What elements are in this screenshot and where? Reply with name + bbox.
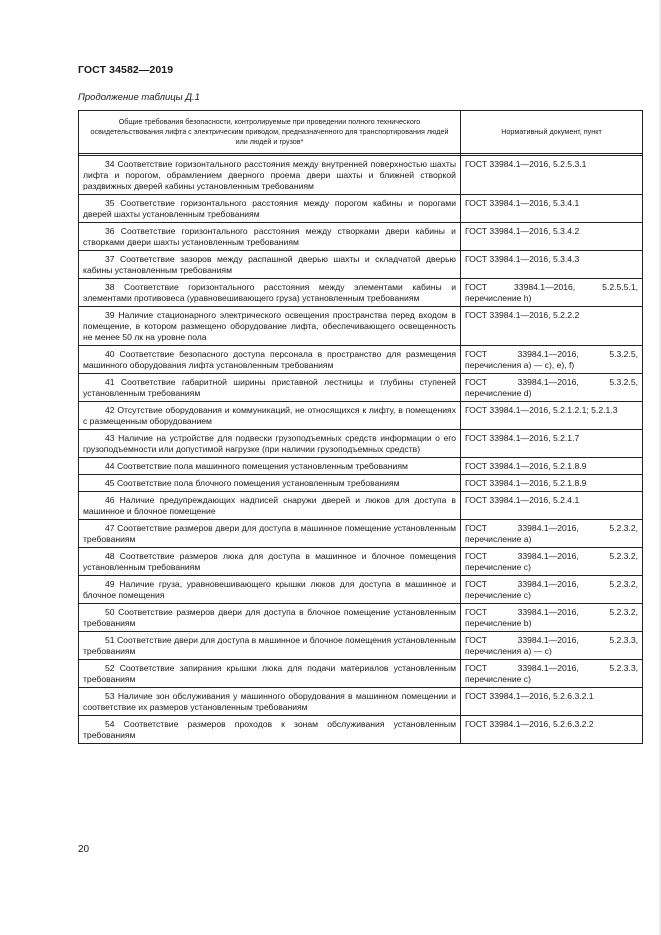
requirement-cell: 50 Соответствие размеров двери для доступа в блочное помещение установленным требованиям (79, 604, 461, 632)
table-row (79, 716, 643, 744)
requirement-cell: 54 Соответствие размеров проходов к зонам обслуживания установленным требованиям (79, 716, 461, 744)
normative-reference-cell: ГОСТ 33984.1—2016, 5.2.3.2, перечисление с) (461, 548, 643, 576)
table-row (79, 223, 643, 251)
requirement-cell: 36 Соответствие горизонтального расстояния между створками двери кабины и створками двери шахты установленным требованиям (79, 223, 461, 251)
requirements-table (78, 110, 643, 744)
requirement-cell: 49 Наличие груза, уравновешивающего крышки люков для доступа в машинное и блочное помещения (79, 576, 461, 604)
normative-reference-cell: ГОСТ 33984.1—2016, 5.2.3.2, перечисление а) (461, 520, 643, 548)
page-number: 20 (78, 844, 90, 855)
table-row (79, 156, 643, 195)
normative-reference-cell: ГОСТ 33984.1—2016, 5.3.4.1 (461, 195, 643, 223)
table-row (79, 402, 643, 430)
normative-reference-cell: ГОСТ 33984.1—2016, 5.2.3.3, перечисления а) — с) (461, 632, 643, 660)
normative-reference-cell: ГОСТ 33984.1—2016, 5.2.3.2, перечисление b) (461, 604, 643, 632)
normative-reference-cell: ГОСТ 33984.1—2016, 5.2.3.2, перечисление с) (461, 576, 643, 604)
normative-reference-cell: ГОСТ 33984.1—2016, 5.2.1.8.9 (461, 458, 643, 475)
table-row (79, 492, 643, 520)
table-body (79, 154, 643, 744)
normative-reference-cell: ГОСТ 33984.1—2016, 5.2.5.3.1 (461, 156, 643, 195)
normative-reference-cell: ГОСТ 33984.1—2016, 5.2.6.3.2.2 (461, 716, 643, 744)
requirement-cell: 39 Наличие стационарного электрического освещения пространства перед входом в помещение, в котором размещено оборудование лифта, обеспечивающего освещенность не менее 50 лк на уровне пола (79, 307, 461, 346)
requirement-cell: 53 Наличие зон обслуживания у машинного оборудования в машинном помещении и соответствие их размеров установленным требованиям (79, 688, 461, 716)
table-row (79, 632, 643, 660)
normative-reference-cell: ГОСТ 33984.1—2016, 5.2.2.2 (461, 307, 643, 346)
normative-reference-cell: ГОСТ 33984.1—2016, 5.3.4.3 (461, 251, 643, 279)
normative-reference-cell: ГОСТ 33984.1—2016, 5.3.2.5, перечисления а) — с), е), f) (461, 346, 643, 374)
requirement-cell: 48 Соответствие размеров люка для доступа в машинное и блочное помещения установленным требованиям (79, 548, 461, 576)
table-row (79, 430, 643, 458)
requirement-cell: 47 Соответствие размеров двери для доступа в машинное помещение установленным требованиям (79, 520, 461, 548)
table-row (79, 688, 643, 716)
requirement-cell: 37 Соответствие зазоров между распашной дверью шахты и складчатой дверью кабины установленным требованиям (79, 251, 461, 279)
normative-reference-cell: ГОСТ 33984.1—2016, 5.2.1.7 (461, 430, 643, 458)
table-row (79, 548, 643, 576)
table-header-row (79, 111, 643, 154)
table-row (79, 458, 643, 475)
table-row (79, 374, 643, 402)
requirement-cell: 34 Соответствие горизонтального расстояния между внутренней поверхностью шахты лифта и порогом, обрамлением дверного проема двери шахты и ближней створкой раздвижных дверей кабины установленным требованиям (79, 156, 461, 195)
column-header-requirements: Общие требования безопасности, контролируемые при проведении полного технического освидетельствования лифта с электрическим приводом, предназначенного для транспортирования людей или людей и грузов* (79, 111, 461, 154)
normative-reference-cell: ГОСТ 33984.1—2016, 5.2.1.2.1; 5.2.1.3 (461, 402, 643, 430)
table-row (79, 195, 643, 223)
standard-header: ГОСТ 34582—2019 (78, 64, 174, 76)
table-row (79, 346, 643, 374)
table-row (79, 520, 643, 548)
normative-reference-cell: ГОСТ 33984.1—2016, 5.2.3.3, перечисление с) (461, 660, 643, 688)
normative-reference-cell: ГОСТ 33984.1—2016, 5.2.1.8.9 (461, 475, 643, 492)
requirement-cell: 42 Отсутствие оборудования и коммуникаций, не относящихся к лифту, в помещениях с размещенным оборудованием (79, 402, 461, 430)
requirement-cell: 45 Соответствие пола блочного помещения установленным требованиям (79, 475, 461, 492)
normative-reference-cell: ГОСТ 33984.1—2016, 5.2.4.1 (461, 492, 643, 520)
table-row (79, 251, 643, 279)
normative-reference-cell: ГОСТ 33984.1—2016, 5.2.5.5.1, перечисление h) (461, 279, 643, 307)
requirement-cell: 46 Наличие предупреждающих надписей снаружи дверей и люков для доступа в машинное и блочное помещение (79, 492, 461, 520)
requirement-cell: 44 Соответствие пола машинного помещения установленным требованиям (79, 458, 461, 475)
table-row (79, 576, 643, 604)
table-row (79, 660, 643, 688)
requirement-cell: 35 Соответствие горизонтального расстояния между порогом кабины и порогами дверей шахты установленным требованиям (79, 195, 461, 223)
normative-reference-cell: ГОСТ 33984.1—2016, 5.2.6.3.2.1 (461, 688, 643, 716)
table-row (79, 307, 643, 346)
requirement-cell: 38 Соответствие горизонтального расстояния между элементами кабины и элементами противовеса (уравновешивающего груза) установленным требованиям (79, 279, 461, 307)
requirement-cell: 51 Соответствие двери для доступа в машинное и блочное помещения установленным требованиям (79, 632, 461, 660)
requirement-cell: 43 Наличие на устройстве для подвески грузоподъемных средств информации о его грузоподъемности или допустимой нагрузке (при наличии грузоподъемных средств) (79, 430, 461, 458)
normative-reference-cell: ГОСТ 33984.1—2016, 5.3.4.2 (461, 223, 643, 251)
table-caption: Продолжение таблицы Д.1 (78, 92, 200, 103)
table-row (79, 604, 643, 632)
requirement-cell: 52 Соответствие запирания крышки люка для подачи материалов установленным требованиям (79, 660, 461, 688)
requirement-cell: 40 Соответствие безопасного доступа персонала в пространство для размещения машинного оборудования лифта установленным требованиям (79, 346, 461, 374)
column-header-normative: Нормативный документ, пункт (461, 111, 643, 154)
requirement-cell: 41 Соответствие габаритной ширины приставной лестницы и глубины ступеней установленным требованиям (79, 374, 461, 402)
table-row (79, 475, 643, 492)
normative-reference-cell: ГОСТ 33984.1—2016, 5.3.2.5, перечисление d) (461, 374, 643, 402)
table-row (79, 279, 643, 307)
